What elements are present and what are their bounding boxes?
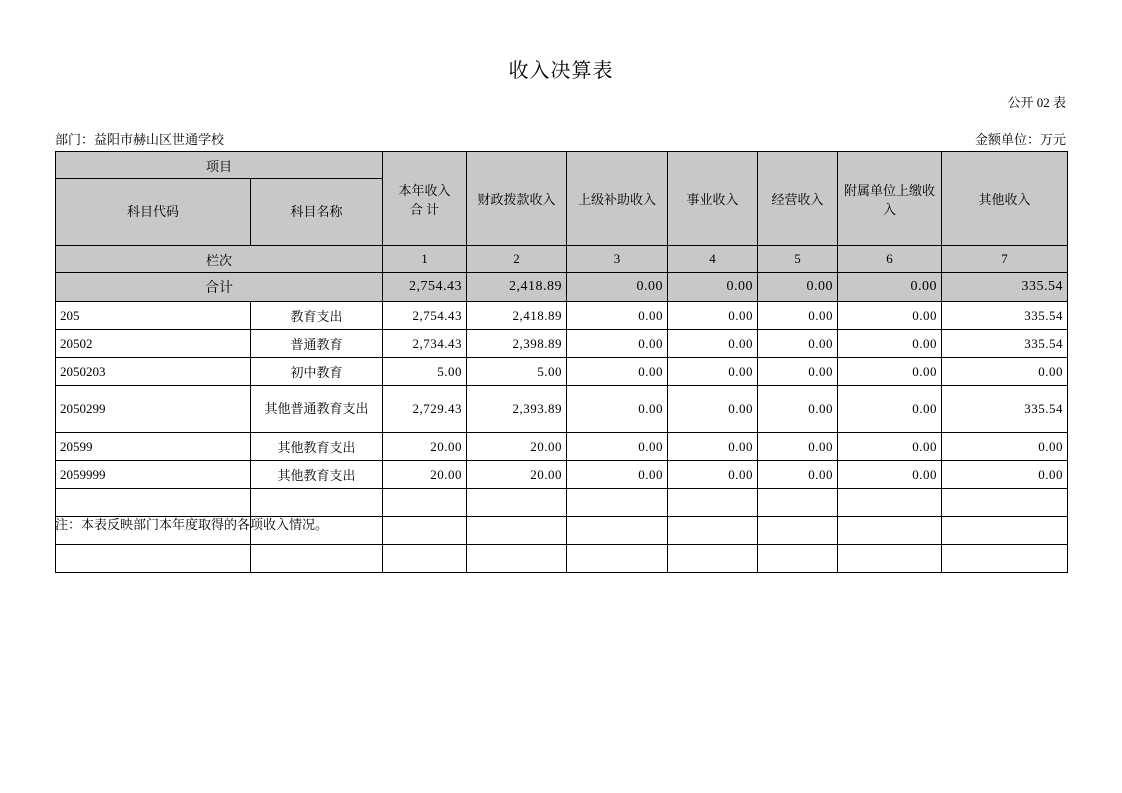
row-col7: 335.54 [942, 386, 1068, 433]
empty-cell [567, 489, 668, 517]
empty-cell [467, 517, 567, 545]
total-col3: 0.00 [567, 273, 668, 302]
row-col3: 0.00 [567, 433, 668, 461]
empty-cell [251, 489, 383, 517]
sheet-number: 公开 02 表 [1007, 95, 1066, 110]
row-col6: 0.00 [838, 386, 942, 433]
row-col1: 2,729.43 [383, 386, 467, 433]
header-col3: 上级补助收入 [567, 152, 668, 246]
table-row-empty [56, 545, 1068, 573]
empty-cell [383, 517, 467, 545]
row-col4: 0.00 [668, 386, 758, 433]
row-col7: 0.00 [942, 461, 1068, 489]
row-col6: 0.00 [838, 358, 942, 386]
header-col1 [383, 152, 467, 246]
row-name: 其他普通教育支出 [251, 386, 383, 433]
row-col6: 0.00 [838, 433, 942, 461]
lanci-1: 1 [383, 246, 467, 273]
header-subject-name: 科目名称 [251, 179, 383, 246]
header-col2: 财政拨款收入 [467, 152, 567, 246]
lanci-5: 5 [758, 246, 838, 273]
empty-cell [942, 517, 1068, 545]
total-col6: 0.00 [838, 273, 942, 302]
total-label: 合计 [56, 273, 383, 302]
lanci-label: 栏次 [56, 246, 383, 273]
header-col4: 事业收入 [668, 152, 758, 246]
row-col2: 2,393.89 [467, 386, 567, 433]
empty-cell [838, 489, 942, 517]
row-col5: 0.00 [758, 461, 838, 489]
row-col5: 0.00 [758, 302, 838, 330]
column-number-row [56, 246, 1068, 273]
empty-cell [56, 545, 251, 573]
row-name: 其他教育支出 [251, 433, 383, 461]
row-col2: 2,418.89 [467, 302, 567, 330]
total-col4: 0.00 [668, 273, 758, 302]
page-title: 收入决算表 [508, 60, 614, 82]
total-col7: 335.54 [942, 273, 1068, 302]
table-row [56, 386, 1068, 433]
empty-cell [942, 545, 1068, 573]
row-col4: 0.00 [668, 433, 758, 461]
total-col5: 0.00 [758, 273, 838, 302]
row-col6: 0.00 [838, 302, 942, 330]
empty-cell [668, 517, 758, 545]
row-col5: 0.00 [758, 358, 838, 386]
empty-cell [758, 545, 838, 573]
row-name: 初中教育 [251, 358, 383, 386]
empty-cell [838, 545, 942, 573]
total-row [56, 273, 1068, 302]
row-col5: 0.00 [758, 330, 838, 358]
row-name: 教育支出 [251, 302, 383, 330]
empty-cell [567, 517, 668, 545]
header-subject-code: 科目代码 [56, 179, 251, 246]
row-col4: 0.00 [668, 358, 758, 386]
row-col2: 2,398.89 [467, 330, 567, 358]
row-col1: 5.00 [383, 358, 467, 386]
row-col7: 335.54 [942, 302, 1068, 330]
row-name: 普通教育 [251, 330, 383, 358]
empty-cell [383, 545, 467, 573]
header-col7: 其他收入 [942, 152, 1068, 246]
row-col4: 0.00 [668, 461, 758, 489]
empty-cell [56, 489, 251, 517]
row-col2: 20.00 [467, 461, 567, 489]
total-col2: 2,418.89 [467, 273, 567, 302]
table-row [56, 433, 1068, 461]
header-col5: 经营收入 [758, 152, 838, 246]
empty-cell [838, 517, 942, 545]
row-code: 2059999 [56, 461, 251, 489]
empty-cell [251, 545, 383, 573]
row-col7: 0.00 [942, 358, 1068, 386]
lanci-4: 4 [668, 246, 758, 273]
row-col3: 0.00 [567, 386, 668, 433]
lanci-3: 3 [567, 246, 668, 273]
row-col2: 5.00 [467, 358, 567, 386]
row-col3: 0.00 [567, 302, 668, 330]
table-row [56, 461, 1068, 489]
header-col1-line2: 合 计 [409, 201, 440, 217]
row-col3: 0.00 [567, 330, 668, 358]
table-row [56, 330, 1068, 358]
header-col1-line1: 本年收入 [398, 182, 451, 198]
row-code: 20599 [56, 433, 251, 461]
row-name: 其他教育支出 [251, 461, 383, 489]
table-row [56, 302, 1068, 330]
row-col7: 335.54 [942, 330, 1068, 358]
total-col1: 2,754.43 [383, 273, 467, 302]
row-col7: 0.00 [942, 433, 1068, 461]
empty-cell [383, 489, 467, 517]
row-col6: 0.00 [838, 461, 942, 489]
lanci-6: 6 [838, 246, 942, 273]
row-col1: 20.00 [383, 461, 467, 489]
row-col3: 0.00 [567, 358, 668, 386]
department-label: 部门：益阳市赫山区世通学校 [55, 132, 225, 147]
row-col1: 2,754.43 [383, 302, 467, 330]
row-col2: 20.00 [467, 433, 567, 461]
table-row [56, 358, 1068, 386]
row-col1: 2,734.43 [383, 330, 467, 358]
row-code: 20502 [56, 330, 251, 358]
row-col6: 0.00 [838, 330, 942, 358]
empty-cell [467, 545, 567, 573]
row-col5: 0.00 [758, 386, 838, 433]
row-col5: 0.00 [758, 433, 838, 461]
lanci-7: 7 [942, 246, 1068, 273]
empty-cell [668, 545, 758, 573]
empty-cell [567, 545, 668, 573]
lanci-2: 2 [467, 246, 567, 273]
amount-unit-label: 金额单位：万元 [974, 132, 1066, 147]
row-code: 2050299 [56, 386, 251, 433]
row-col4: 0.00 [668, 302, 758, 330]
empty-cell [467, 489, 567, 517]
row-code: 2050203 [56, 358, 251, 386]
empty-cell [758, 489, 838, 517]
header-col6: 附属单位上缴收入 [838, 152, 942, 246]
table-header-row-group [56, 152, 1068, 179]
row-col4: 0.00 [668, 330, 758, 358]
empty-cell [942, 489, 1068, 517]
empty-cell [758, 517, 838, 545]
revenue-table [55, 151, 1068, 573]
table-note: 注：本表反映部门本年度取得的各项收入情况。 [55, 517, 329, 532]
row-col3: 0.00 [567, 461, 668, 489]
empty-cell [668, 489, 758, 517]
header-project-group: 项目 [56, 152, 383, 179]
row-code: 205 [56, 302, 251, 330]
row-col1: 20.00 [383, 433, 467, 461]
table-row-empty [56, 489, 1068, 517]
